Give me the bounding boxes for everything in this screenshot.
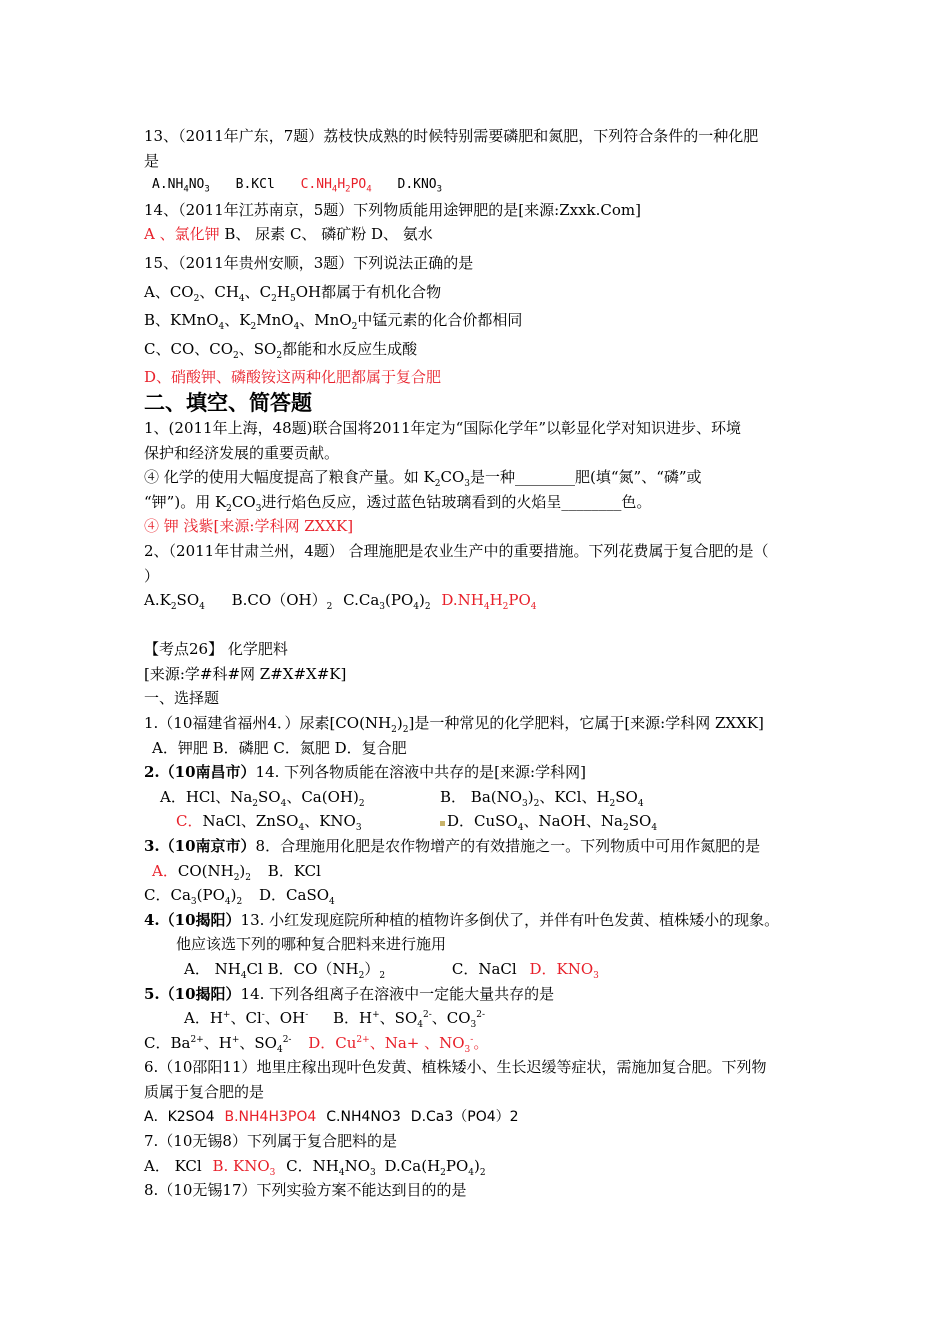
s5-stem: 5.（10揭阳）14. 下列各组离子在溶液中一定能大量共存的是	[144, 984, 555, 1003]
q15-option-c: C、CO、$CO_2$、$SO_2$都能和水反应生成酸	[144, 339, 418, 361]
document-body	[144, 124, 814, 1203]
q13-options: $A.NH_4NO_3$ B.KCl $C.NH_4H_2PO_4$ $D.KNO_3$	[152, 177, 443, 195]
q13-stem: 13、（2011年广东，7题）荔枝快成熟的时候特别需要磷肥和氮肥，下列符合条件的一种化肥	[144, 127, 759, 145]
s7-options: A． KCl B. $KNO_3$ C．$NH_4NO_3$ $D.Ca(H_2PO_4)_2$	[144, 1156, 486, 1178]
s6-options: A．K2SO4 B.NH4H3PO4 C.NH4NO3 D.Ca3（PO4）2	[144, 1108, 519, 1125]
fill1-part4-cont: “钾”)。用 $K_2CO_3$进行焰色反应，透过蓝色钴玻璃看到的火焰呈________色。	[144, 492, 652, 514]
s1-options: A．钾肥 B．磷肥 C．氮肥 D．复合肥	[152, 738, 407, 757]
s2-options-cd: C．NaCl、ZnSO$_4$、$KNO_3$ D．CuSO$_4$、NaOH、$Na_2SO_4$	[176, 812, 658, 834]
q14-stem: 14、（2011年江苏南京，5题）下列物质能用途钾肥的是[来源:Zxxk.Com]	[144, 200, 641, 219]
s7-stem: 7.（10无锡8）下列属于复合肥料的是	[144, 1132, 397, 1151]
s4-options: A． $NH_4Cl$ B．$CO(NH_2)_2$ C．NaCl D．$KNO_3$	[184, 960, 599, 981]
subsection-heading: 一、选择题	[144, 689, 220, 708]
fill1-stem-cont: 保护和经济发展的重要贡献。	[144, 443, 340, 462]
s4-stem: 4.（10揭阳）13. 小红发现庭院所种植的植物许多倒伏了，并伴有叶色发黄、植株矮小的现象。	[144, 910, 780, 929]
q15-option-d: D、硝酸钾、磷酸铵这两种化肥都属于复合肥	[144, 368, 442, 387]
s5-options-ab: A．H+、Cl-、OH- B．H+、$SO_4^{2-}$、$CO_3^{2-}$	[184, 1009, 486, 1031]
fill2-options: $A.K_2SO_4$ $B.CO(OH)_2$ $C.Ca_3(PO_4)_2$ $D.NH_4H_2PO_4$	[144, 591, 537, 613]
s2-options-ab: A．HCl、$Na_2SO_4$、$Ca(OH)_2$ B． $Ba(NO_3)_2$、KCl、$H_2SO_4$	[160, 787, 644, 809]
q14-options: A 、氯化钾 B、 尿素 C、 磷矿粉 D、 氨水	[144, 225, 433, 244]
section-heading-fill: 二、填空、简答题	[144, 390, 312, 415]
q15-option-a: A、$CO_2$、$CH_4$、$C_2H_5OH$都属于有机化合物	[144, 282, 442, 304]
topic-heading: 【考点26】 化学肥料	[144, 640, 288, 659]
s2-stem: 2.（10南昌市）14. 下列各物质能在溶液中共存的是[来源:学科网]	[144, 763, 586, 782]
s3-options-cd: C．$Ca_3(PO_4)_2$ D．CaSO$_4$	[144, 886, 335, 908]
s4-stem-cont: 他应该选下列的哪种复合肥料来进行施用	[176, 935, 447, 954]
q15-option-b: B、KMnO$_4$、$K_2MnO_4$、MnO$_2$中锰元素的化合价都相同	[144, 311, 523, 333]
s1-stem: 1.（10福建省福州4．）尿素$[CO(NH_2)_2]$是一种常见的化学肥料，它属于[来源:学科网 ZXXK]	[144, 714, 764, 736]
s8-stem: 8.（10无锡17）下列实验方案不能达到目的的是	[144, 1181, 467, 1200]
q13-stem-cont: 是	[144, 151, 160, 170]
s5-options-cd: C．$Ba^{2+}$、H+、$SO_4^{2-}$ D．$Cu^{2+}$、Na+ 、$NO_3^-$。	[144, 1033, 489, 1055]
s6-stem-cont: 质属于复合肥的是	[144, 1082, 265, 1101]
s3-options-ab: A．$CO(NH_2)_2$ B．KCl	[152, 861, 321, 883]
stray-mark	[440, 821, 445, 826]
fill2-stem-cont: ）	[144, 566, 160, 585]
q15-stem: 15、（2011年贵州安顺，3题）下列说法正确的是	[144, 253, 474, 272]
s3-stem: 3.（10南京市）8．合理施用化肥是农作物增产的有效措施之一。下列物质中可用作氮肥的是	[144, 837, 761, 856]
fill1-answer: ④ 钾 浅紫[来源:学科网 ZXXK]	[144, 517, 354, 536]
fill2-stem: 2、（2011年甘肃兰州，4题） 合理施肥是农业生产中的重要措施。下列花费属于复合肥的是（	[144, 541, 769, 560]
s6-stem: 6.（10邵阳11）地里庄稼出现叶色发黄、植株矮小、生长迟缓等症状，需施加复合肥。下列物	[144, 1058, 767, 1077]
source-note: [来源:学#科#网 Z#X#X#K]	[144, 664, 347, 683]
fill1-part4: ④ 化学的使用大幅度提高了粮食产量。如 $K_2CO_3$是一种________肥(填“氮”、“磷”或	[144, 468, 702, 490]
fill1-stem: 1、(2011年上海，48题)联合国将2011年定为“国际化学年”以彰显化学对知识进步、环境	[144, 418, 742, 437]
blank-line	[144, 613, 814, 638]
